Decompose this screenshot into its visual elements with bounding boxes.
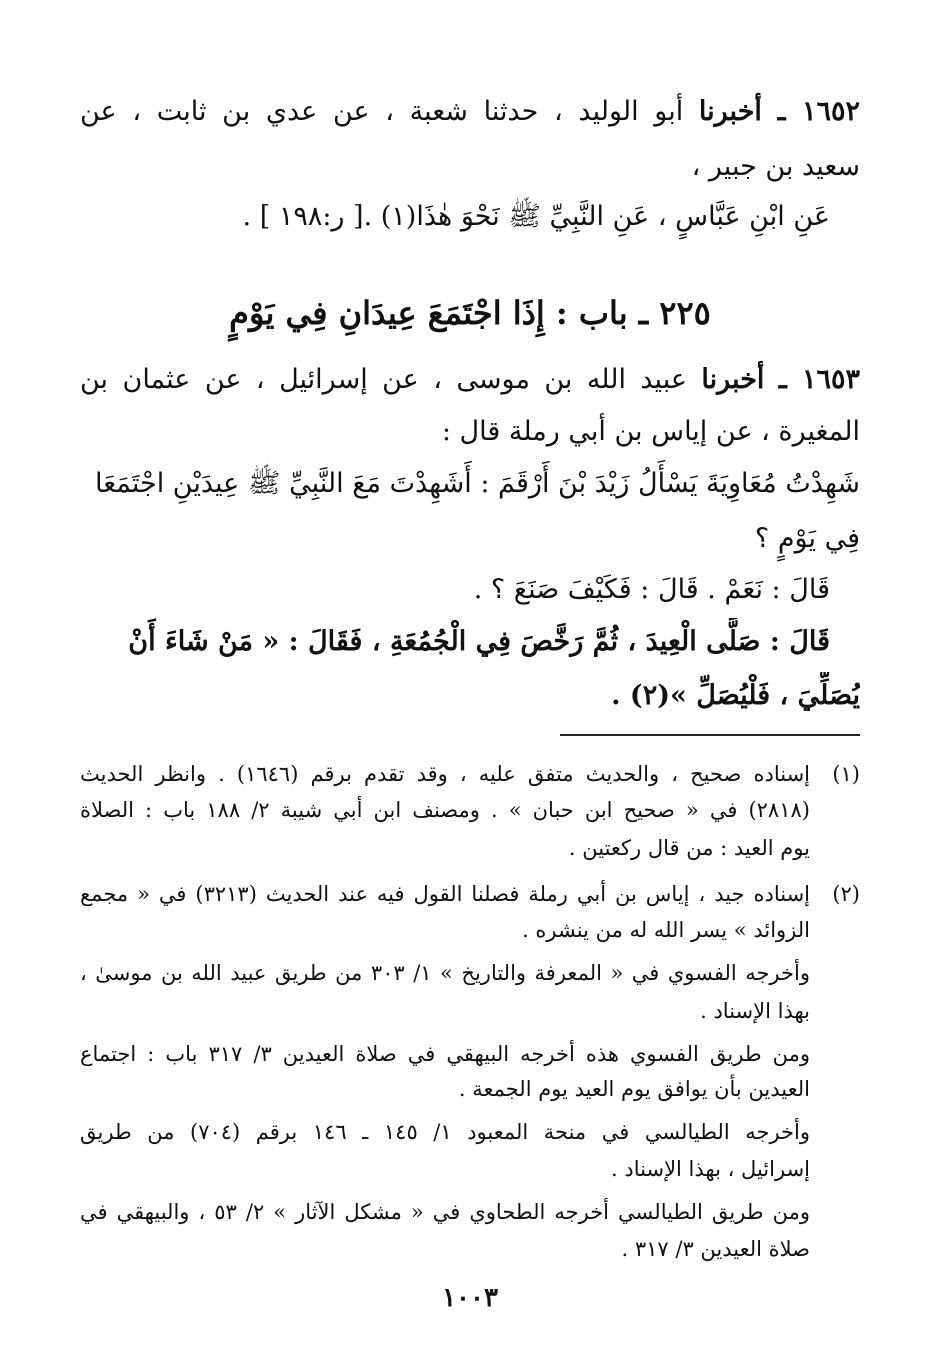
hadith-number: ١٦٥٣ ـ xyxy=(778,364,860,395)
page-number: ١٠٠٣ xyxy=(442,1283,498,1313)
chapter-title: ٢٢٥ ـ باب : إِذَا اجْتَمَعَ عِيدَانِ فِي يَوْمٍ xyxy=(229,294,711,332)
hadith-1653-line-3: شَهِدْتُ مُعَاوِيَةَ يَسْأَلُ زَيْدَ بْنَ أَرْقَمَ : أَشَهِدْتَ مَعَ النَّبِيِّ ﷺ عِيدَيْنِ اجْتَمَعَا xyxy=(95,468,860,499)
footnote-1-line-1: إسناده صحيح ، والحديث متفق عليه ، وقد تقدم برقم (١٦٤٦) . وانظر الحديث xyxy=(80,762,810,786)
footnote-2-line-10: صلاة العيدين ٣/ ٣١٧ . xyxy=(621,1237,810,1261)
footnote-2-line-4: بهذا الإسناد . xyxy=(700,999,810,1023)
footnote-1-line-3: يوم العيد : من قال ركعتين . xyxy=(568,836,810,860)
hadith-1652-matn: عَنِ ابْنِ عَبَّاسٍ ، عَنِ النَّبِيِّ ﷺ نَحْوَ هٰذَا(١) .[ ر:١٩٨ ] . xyxy=(242,201,830,232)
footnote-1-marker: (١) xyxy=(832,762,860,786)
footnote-2-line-3: وأخرجه الفسوي في « المعرفة والتاريخ » ١/ ٣٠٣ من طريق عبيد الله بن موسىٰ ، xyxy=(80,961,810,985)
footnote-2-line-9: ومن طريق الطيالسي أخرجه الطحاوي في « مشكل الآثار » ٢/ ٥٣ ، والبيهقي في xyxy=(80,1200,810,1224)
footnote-2-line-7: وأخرجه الطيالسي في منحة المعبود ١/ ١٤٥ ـ ١٤٦ برقم (٧٠٤) من طريق xyxy=(80,1120,810,1144)
footnote-2-line-8: إسرائيل ، بهذا الإسناد . xyxy=(611,1157,810,1181)
footnote-separator xyxy=(560,734,860,736)
footnote-2-line-2: الزوائد » يسر الله له من ينشره . xyxy=(522,918,810,942)
footnote-2-line-6: العيدين بأن يوافق يوم العيد يوم الجمعة . xyxy=(458,1077,810,1101)
hadith-1653-line-2: المغيرة ، عن إياس بن أبي رملة قال : xyxy=(441,416,860,447)
hadith-1653-line-4: فِي يَوْمٍ ؟ xyxy=(754,523,860,554)
footnote-2-marker: (٢) xyxy=(832,882,860,906)
hadith-1652-line-2: سعيد بن جبير ، xyxy=(691,151,860,182)
hadith-1653-line-5: قَالَ : نَعَمْ . قَالَ : فَكَيْفَ صَنَعَ ؟ . xyxy=(473,574,830,605)
isnad-text: عبيد الله بن موسى ، عن إسرائيل ، عن عثمان بن xyxy=(80,364,687,395)
akhbarana-keyword: أخبرنا xyxy=(701,364,765,395)
footnote-2-line-1: إسناده جيد ، إياس بن أبي رملة فصلنا القول فيه عند الحديث (٣٢١٣) في « مجمع xyxy=(80,882,810,906)
hadith-number: ١٦٥٢ ـ xyxy=(777,96,860,127)
hadith-1653-line-1 xyxy=(80,356,860,404)
hadith-1652-line-1 xyxy=(80,88,860,136)
hadith-1653-line-7: يُصَلِّيَ ، فَلْيُصَلِّ »(٢) . xyxy=(611,680,860,711)
footnote-1-line-2: (٢٨١٨) في « صحيح ابن حبان » . ومصنف ابن أبي شيبة ٢/ ١٨٨ باب : الصلاة xyxy=(80,798,810,822)
footnote-2-line-5: ومن طريق الفسوي هذه أخرجه البيهقي في صلاة العيدين ٣/ ٣١٧ باب : اجتماع xyxy=(80,1042,810,1066)
hadith-1653-line-6: قَالَ : صَلَّى الْعِيدَ ، ثُمَّ رَخَّصَ فِي الْجُمُعَةِ ، فَقَالَ : « مَنْ شَاءَ أَنْ xyxy=(128,626,830,657)
isnad-text: أبو الوليد ، حدثنا شعبة ، عن عدي بن ثابت ، عن xyxy=(80,96,684,127)
akhbarana-keyword: أخبرنا xyxy=(698,96,762,127)
